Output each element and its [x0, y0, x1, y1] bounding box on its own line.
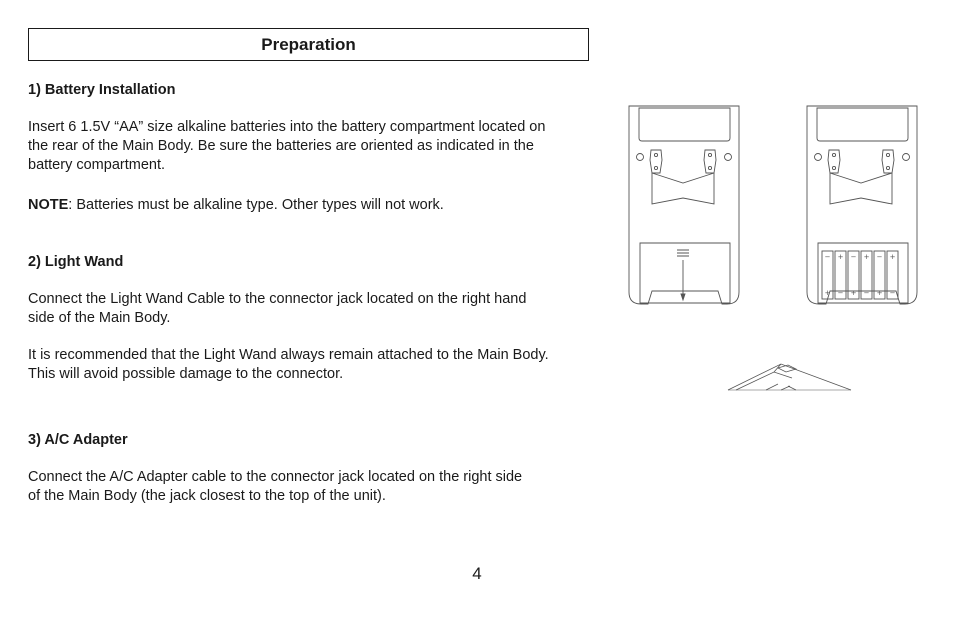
light-wand-line-3: It is recommended that the Light Wand always remain attached to the Main Body. [28, 347, 549, 363]
adapter-line-2: of the Main Body (the jack closest to the top of the unit). [28, 488, 386, 504]
battery-6-bottom-minus: − [889, 289, 896, 297]
battery-2-top-plus: + [837, 253, 844, 261]
light-wand-line-1: Connect the Light Wand Cable to the connector jack located on the right hand [28, 291, 527, 307]
adapter-line-1: Connect the A/C Adapter cable to the connector jack located on the right side [28, 469, 523, 485]
light-wand-line-4: This will avoid possible damage to the connector. [28, 366, 344, 382]
device-rear-closed-illustration [628, 105, 742, 308]
light-wand-line-2: side of the Main Body. [28, 310, 171, 326]
device-rear-batteries-illustration [806, 105, 920, 308]
device-side-sketch-illustration [726, 360, 856, 394]
note-label: NOTE [28, 197, 69, 213]
battery-3-bottom-plus: + [850, 289, 857, 297]
battery-4-top-plus: + [863, 253, 870, 261]
note-text: : Batteries must be alkaline type. Other types will not work. [68, 197, 444, 213]
battery-6-top-plus: + [889, 253, 896, 261]
battery-line-3: battery compartment. [28, 157, 165, 173]
battery-note [28, 196, 444, 215]
battery-line-1: Insert 6 1.5V “AA” size alkaline batteries into the battery compartment located on [28, 119, 546, 135]
page-number: 4 [472, 564, 482, 583]
section-heading-battery: 1) Battery Installation [28, 82, 176, 98]
section-heading-adapter: 3) A/C Adapter [28, 432, 128, 448]
battery-1-top-minus: − [824, 253, 831, 261]
battery-2-bottom-minus: − [837, 289, 844, 297]
battery-4-bottom-minus: − [863, 289, 870, 297]
battery-5-bottom-plus: + [876, 289, 883, 297]
battery-5-top-minus: − [876, 253, 883, 261]
section-heading-light-wand: 2) Light Wand [28, 254, 124, 270]
battery-1-bottom-plus: + [824, 289, 831, 297]
page-title-box [28, 28, 589, 61]
battery-line-2: the rear of the Main Body. Be sure the batteries are oriented as indicated in the [28, 138, 534, 154]
page-title: Preparation [261, 34, 356, 54]
battery-3-top-minus: − [850, 253, 857, 261]
